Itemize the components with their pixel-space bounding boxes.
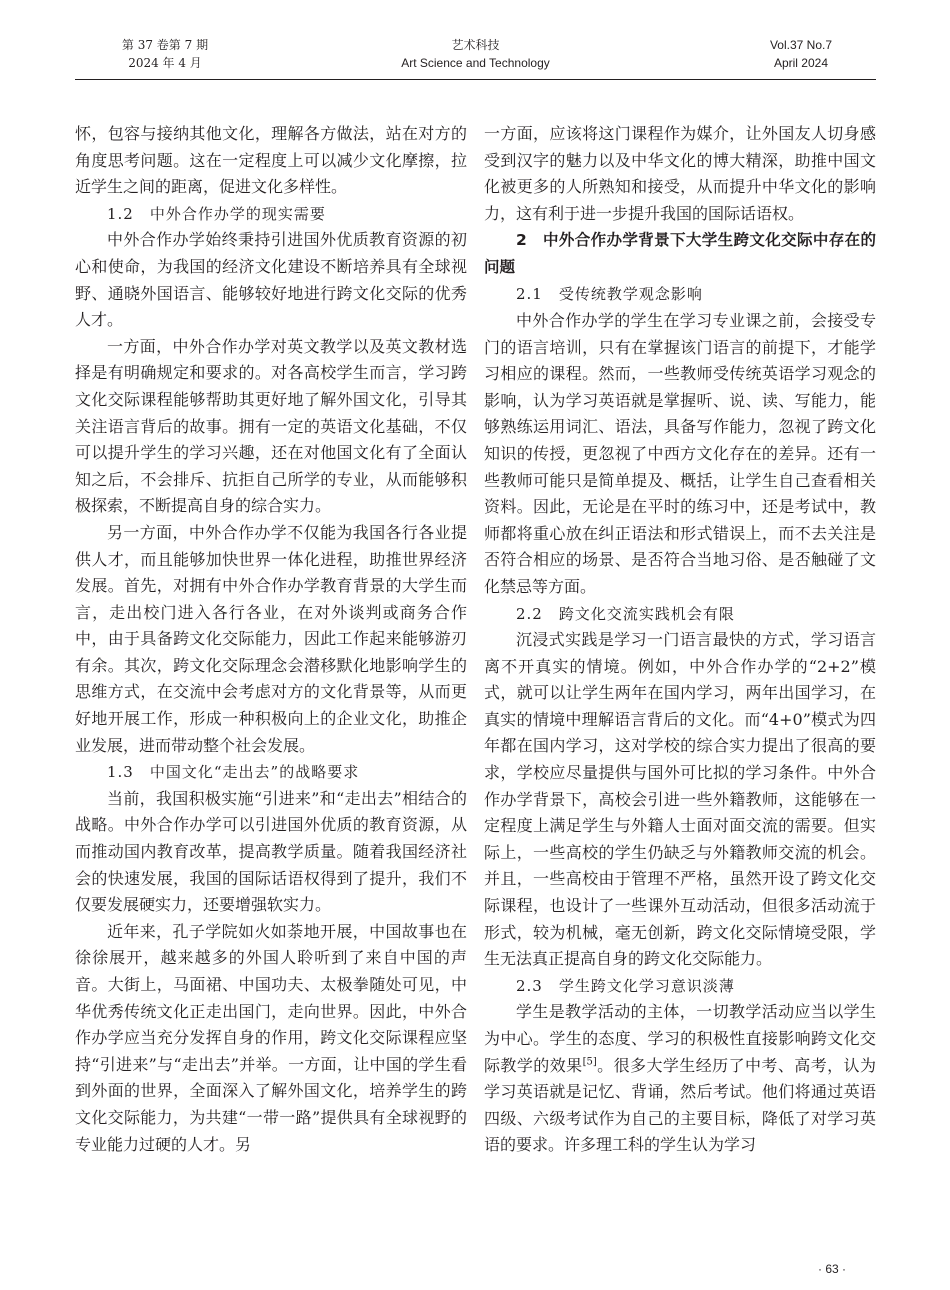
paragraph-text: 学生是教学活动的主体，一切教学活动应当以学生为中心。学生的态度、学习的积极性直接影响跨文化交际教学的效果: [484, 1002, 876, 1075]
running-header: [75, 36, 876, 80]
subsection-heading-2-3: 2.3 学生跨文化学习意识淡薄: [516, 976, 735, 995]
journal-issue-en: [756, 36, 846, 72]
paragraph: 中外合作办学的学生在学习专业课之前，会接受专门的语言培训，只有在掌握该门语言的前提下，才能学习相应的课程。然而，一些教师受传统英语学习观念的影响，认为学习英语就是掌握听、说、读、写能力，能够熟练运用词汇、语法，具备写作能力，忽视了跨文化知识的传授，更忽视了中西方文化存在的差异。还有一些教师可能只是简单提及、概括，让学生自己查看相关资料。因此，无论是在平时的练习中，还是考试中，教师都将重心放在纠正语法和形式错误上，而不去关注是否符合相应的场景、是否符合当地习俗、是否触碰了文化禁忌等方面。: [484, 310, 876, 596]
paragraph: 沉浸式实践是学习一门语言最快的方式，学习语言离不开真实的情境。例如，中外合作办学的“2+2”模式，就可以让学生两年在国内学习，两年出国学习，在真实的情境中理解语言背后的文化。而“4+0”模式为四年都在国内学习，这对学校的综合实力提出了很高的要求，学校应尽量提供与国外可比拟的学习条件。中外合作办学背景下，高校会引进一些外籍教师，这能够在一定程度上满足学生与外籍人士面对面交流的需要。但实际上，一些高校的学生仍缺乏与外籍教师交流的机会。并且，一些高校由于管理不严格，虽然开设了跨文化交际课程，也设计了一些课外互动活动，但很多活动流于形式，较为机械，毫无创新，跨文化交际情境受限，学生无法真正提高自身的跨文化交际能力。: [484, 630, 876, 969]
journal-title-cn: 艺术科技: [451, 38, 500, 52]
subsection-heading-2-1: 2.1 受传统教学观念影响: [516, 285, 703, 304]
header-rule: [75, 79, 876, 80]
citation-reference[interactable]: [5]: [582, 1056, 597, 1068]
right-column: [484, 121, 876, 1159]
paragraph: [484, 999, 876, 1159]
volume-issue-en: Vol.37 No.7: [769, 38, 833, 52]
paragraph-text: 。很多大学生经历了中考、高考，认为学习英语就是记忆、背诵，然后考试。他们将通过英语四级、六级考试作为自己的主要目标，降低了对学习英语的要求。许多理工科的学生认为学习: [484, 1055, 876, 1155]
subsection-heading-1-2: 1.2 中外合作办学的现实需要: [107, 204, 326, 223]
paragraph: 怀，包容与接纳其他文化，理解各方做法，站在对方的角度思考问题。这在一定程度上可以减少文化摩擦，拉近学生之间的距离，促进文化多样性。: [75, 124, 467, 197]
journal-title-en: Art Science and Technology: [401, 56, 550, 70]
paragraph: 一方面，中外合作办学对英文教学以及英文教材选择是有明确规定和要求的。对各高校学生而言，学习跨文化交际课程能够帮助其更好地了解外国文化，引导其关注语言背后的故事。拥有一定的英语文化基础，不仅可以提升学生的学习兴趣，还在对他国文化有了全面认知之后，不会排斥、抗拒自己所学的专业，从而能够积极探索，不断提高自身的综合实力。: [75, 336, 467, 516]
paragraph: 另一方面，中外合作办学不仅能为我国各行各业提供人才，而且能够加快世界一体化进程，助推世界经济发展。首先，对拥有中外合作办学教育背景的大学生而言，走出校门进入各行各业，在对外谈判或商务合作中，由于具备跨文化交际能力，因此工作起来能够游刃有余。其次，跨文化交际理念会潜移默化地影响学生的思维方式，在交流中会考虑对方的文化背景等，从而更好地开展工作，形成一种积极向上的企业文化，助推企业发展，进而带动整个社会发展。: [75, 522, 467, 755]
date-cn: 2024 年 4 月: [128, 56, 202, 70]
page-number: · 63 ·: [818, 1262, 847, 1276]
left-column: [75, 121, 467, 1158]
paragraph: 当前，我国积极实施“引进来”和“走出去”相结合的战略。中外合作办学可以引进国外优质的教育资源，从而推动国内教育改革，提高教学质量。随着我国经济社会的快速发展，我国的国际话语权得到了提升，我们不仅要发展硬实力，还要增强软实力。: [75, 788, 467, 915]
subsection-heading-2-2: 2.2 跨文化交流实践机会有限: [516, 604, 735, 623]
paragraph: 近年来，孔子学院如火如荼地开展，中国故事也在徐徐展开，越来越多的外国人聆听到了来自中国的声音。大街上，马面裙、中国功夫、太极拳随处可见，中华优秀传统文化正走出国门，走向世界。因此，中外合作办学应当充分发挥自身的作用，跨文化交际课程应坚持“引进来”与“走出去”并举。一方面，让中国的学生看到外面的世界，全面深入了解外国文化，培养学生的跨文化交际能力，为共建“一带一路”提供具有全球视野的专业能力过硬的人才。另: [75, 921, 467, 1154]
date-en: April 2024: [773, 56, 829, 70]
paragraph: 一方面，应该将这门课程作为媒介，让外国友人切身感受到汉字的魅力以及中华文化的博大精深，助推中国文化被更多的人所熟知和接受，从而提升中华文化的影响力，这有利于进一步提升我国的国际话语权。: [484, 124, 876, 223]
paragraph: 中外合作办学始终秉持引进国外优质教育资源的初心和使命，为我国的经济文化建设不断培养具有全球视野、通晓外国语言、能够较好地进行跨文化交际的优秀人才。: [75, 230, 467, 330]
volume-issue-cn: 第 37 卷第 7 期: [121, 38, 209, 52]
subsection-heading-1-3: 1.3 中国文化“走出去”的战略要求: [107, 763, 360, 782]
section-heading-2: 2 中外合作办学背景下大学生跨文化交际中存在的问题: [484, 231, 876, 277]
